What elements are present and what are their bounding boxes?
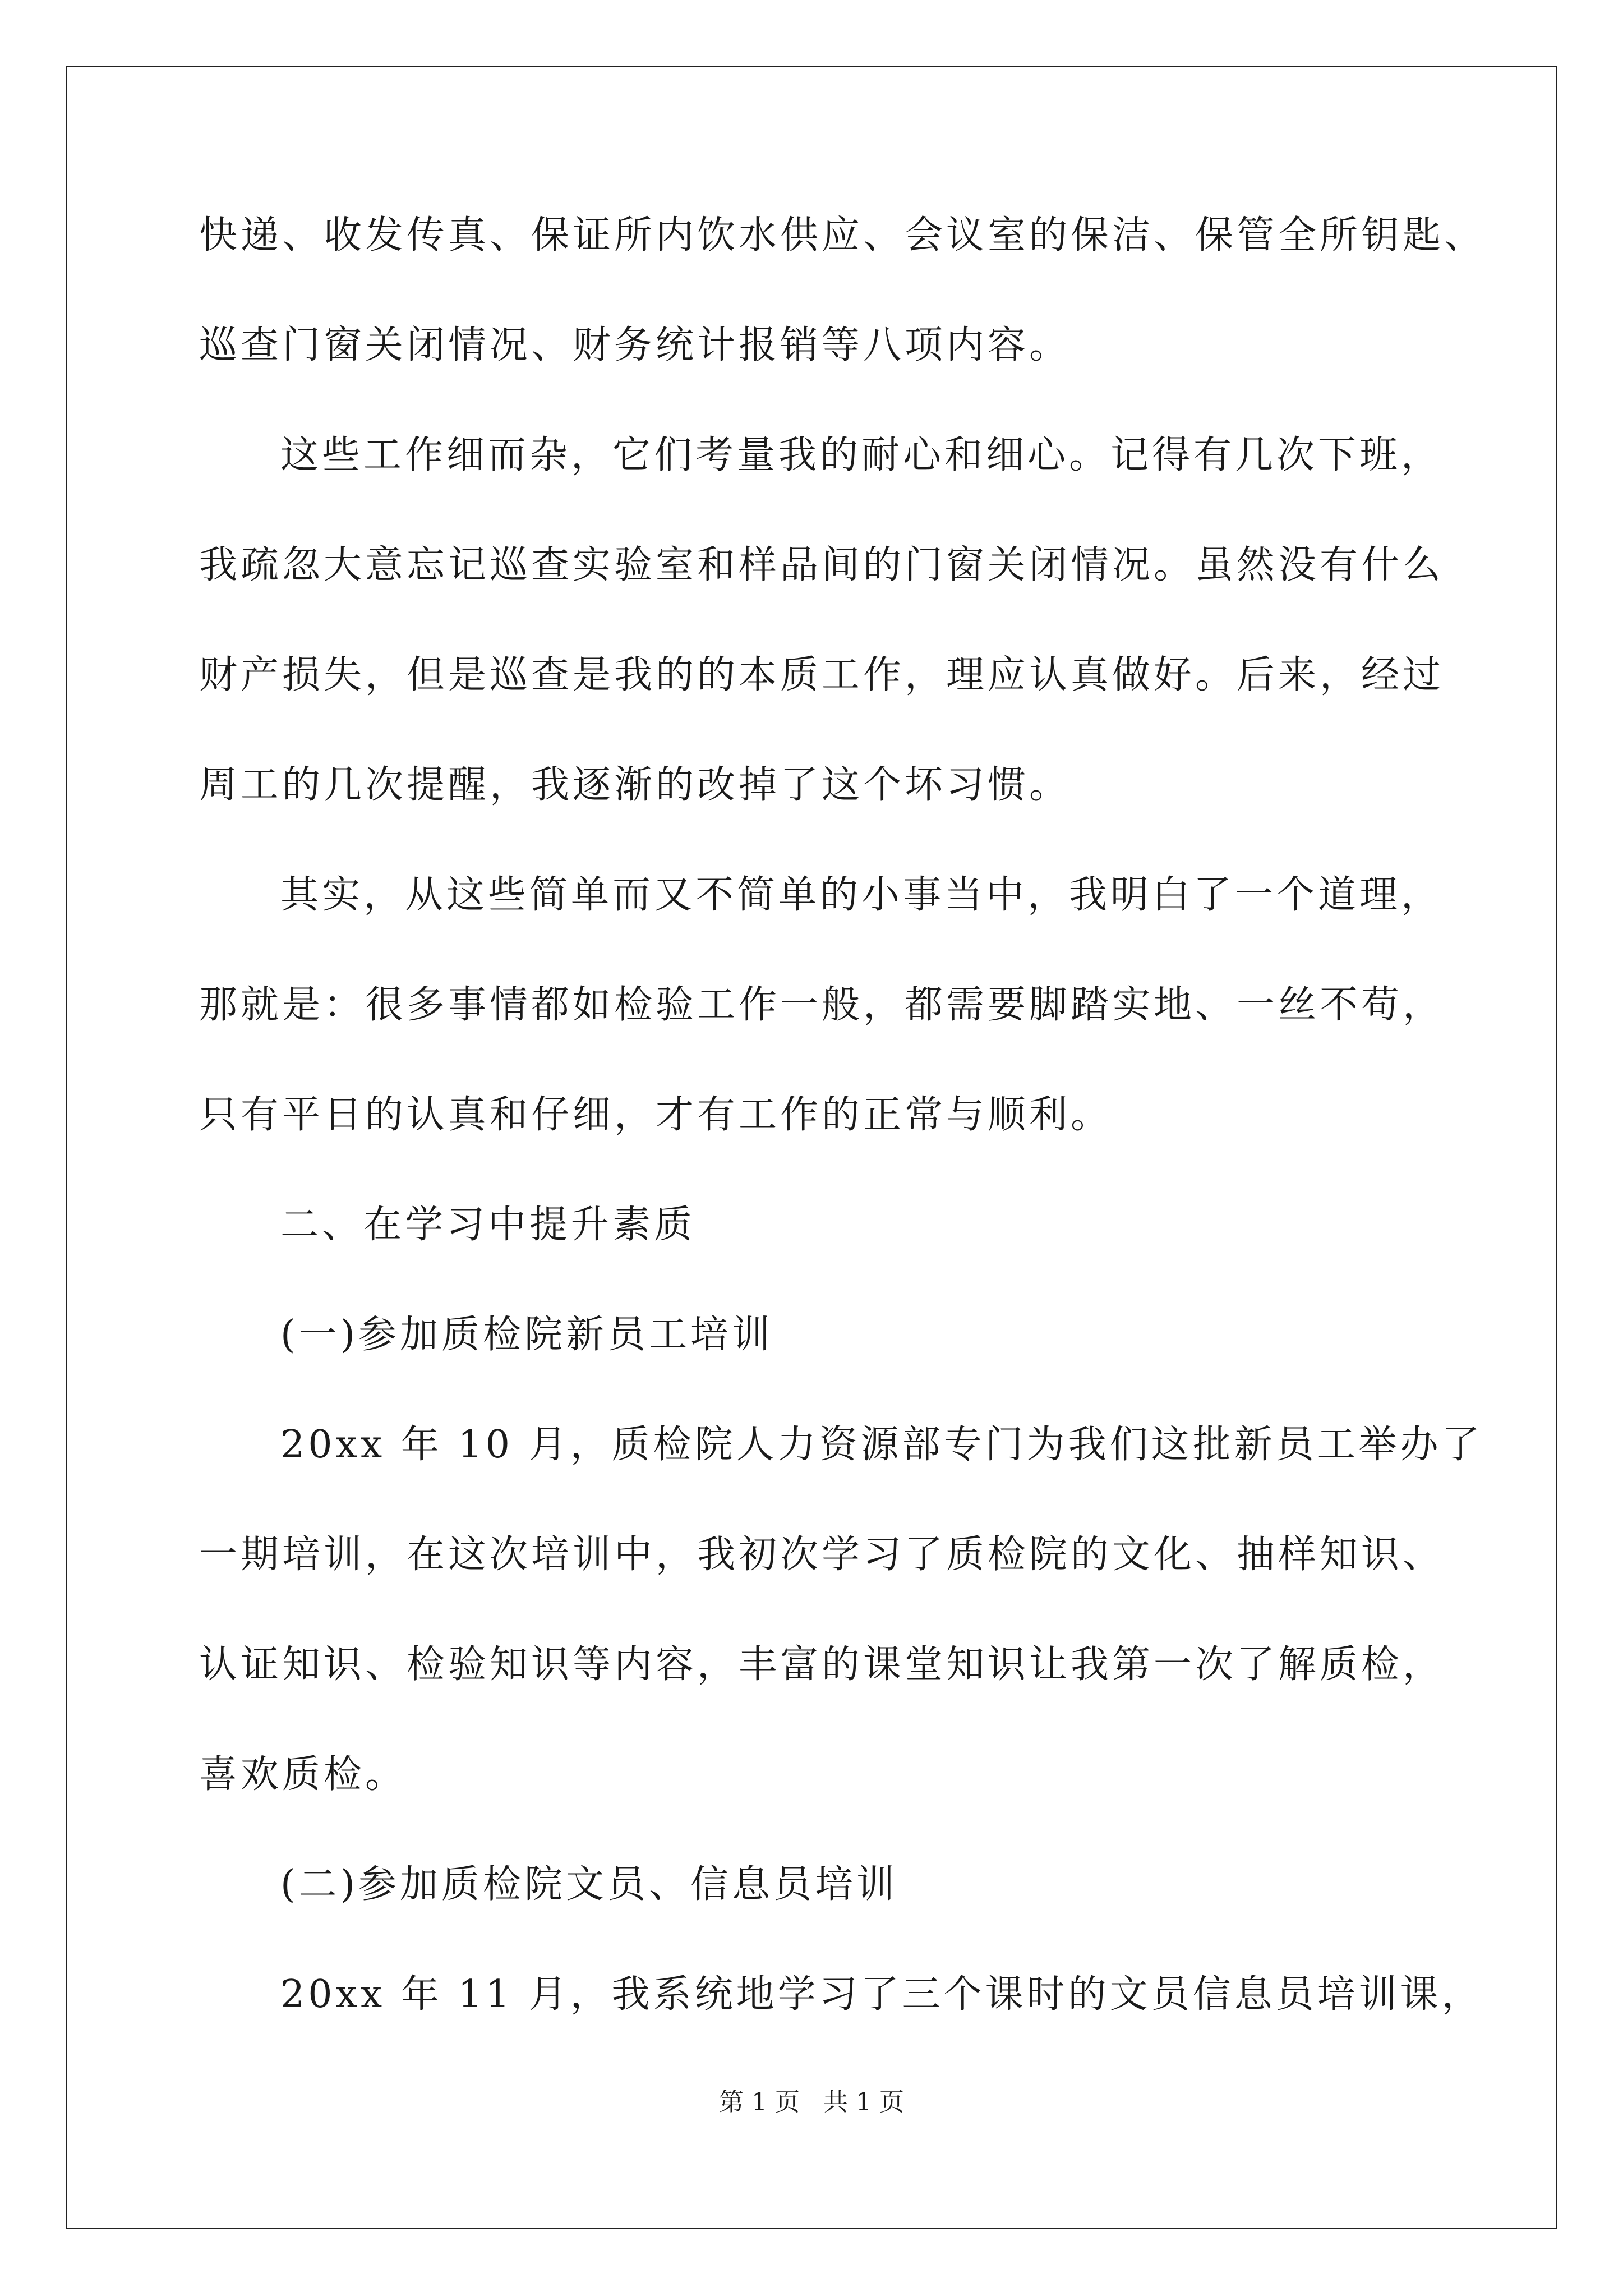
document-body <box>199 202 1486 2071</box>
text-line: 其实，从这些简单而又不简单的小事当中，我明白了一个道理， <box>280 873 1443 917</box>
text-line: 20xx 年 10 月，质检院人力资源部专门为我们这批新员工举办了 <box>280 1423 1483 1467</box>
page-footer: 第 1 页 共 1 页 <box>719 2088 904 2116</box>
text-line: 20xx 年 11 月，我系统地学习了三个课时的文员信息员培训课， <box>280 1972 1483 2017</box>
text-line: 一期培训，在这次培训中，我初次学习了质检院的文化、抽样知识、 <box>199 1533 1445 1577</box>
text-line: 财产损失，但是巡查是我的的本质工作，理应认真做好。后来，经过 <box>199 653 1445 697</box>
text-line: 只有平日的认真和仔细，才有工作的正常与顺利。 <box>199 1093 1113 1137</box>
text-line: 周工的几次提醒，我逐渐的改掉了这个坏习惯。 <box>199 763 1071 807</box>
text-line: 这些工作细而杂，它们考量我的耐心和细心。记得有几次下班， <box>280 433 1443 477</box>
text-line: 快递、收发传真、保证所内饮水供应、会议室的保洁、保管全所钥匙、 <box>199 213 1486 257</box>
text-line: 认证知识、检验知识等内容，丰富的课堂知识让我第一次了解质检， <box>199 1642 1445 1687</box>
subsection-heading: (一)参加质检院新员工培训 <box>280 1313 774 1357</box>
text-line: 巡查门窗关闭情况、财务统计报销等八项内容。 <box>199 323 1071 367</box>
subsection-heading: (二)参加质检院文员、信息员培训 <box>280 1862 898 1907</box>
text-line: 我疏忽大意忘记巡查实验室和样品间的门窗关闭情况。虽然没有什么 <box>199 543 1445 587</box>
section-heading: 二、在学习中提升素质 <box>280 1203 696 1247</box>
text-line: 那就是：很多事情都如检验工作一般，都需要脚踏实地、一丝不苟， <box>199 983 1445 1027</box>
text-line: 喜欢质检。 <box>199 1752 407 1797</box>
